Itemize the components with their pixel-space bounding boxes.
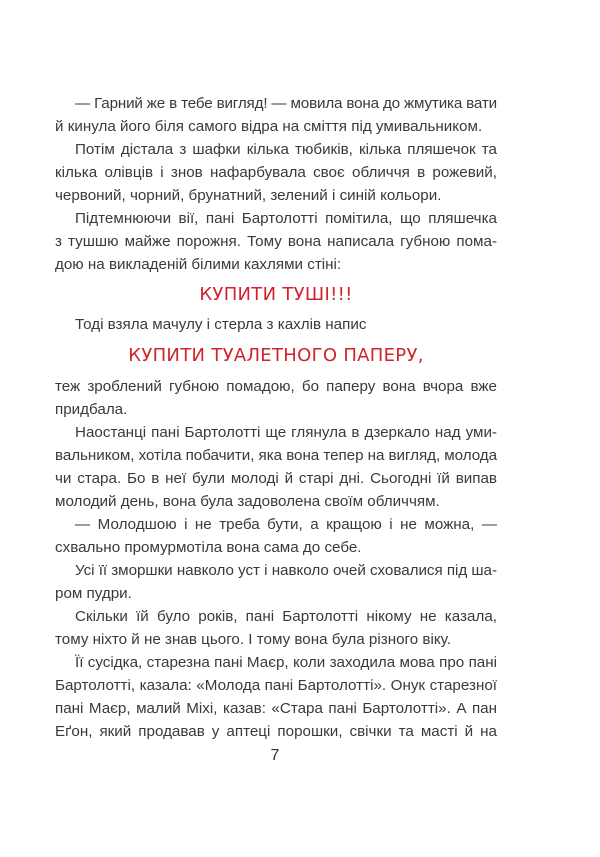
text-line: Її сусідка, старезна пані Маєр, коли заходила мова про пані bbox=[75, 654, 497, 671]
book-page-text bbox=[55, 92, 497, 743]
text-line: — Гарний же в тебе вигляд! — мовила вона до жмутика вати bbox=[75, 95, 497, 112]
text-line: пані Маєр, малий Міхі, казав: «Стара пані Бартолотті». А пан bbox=[55, 700, 497, 717]
red-inscription-buy-mascara: КУПИТИ ТУШІ!!! bbox=[199, 284, 353, 305]
text-line: вальником, хотіла побачити, яка вона тепер на вигляд, молода bbox=[55, 447, 497, 464]
text-line: з тушшю майже порожня. Тому вона написала губною пома- bbox=[55, 233, 497, 250]
text-line: й кинула його біля самого відра на сміття під умивальником. bbox=[55, 118, 483, 135]
text-line: схвально промурмотіла вона сама до себе. bbox=[55, 539, 362, 556]
text-line: кілька олівців і знов нафарбувала своє обличчя в рожевий, bbox=[55, 164, 497, 181]
red-inscription-buy-toilet-paper: КУПИТИ ТУАЛЕТНОГО ПАПЕРУ, bbox=[128, 345, 424, 366]
text-line: тому ніхто й не знав цього. І тому вона була різного віку. bbox=[55, 631, 451, 648]
text-line: ром пудри. bbox=[55, 585, 132, 602]
text-line: дою на викладеній білими кахлями стіні: bbox=[55, 256, 342, 273]
text-line: Потім дістала з шафки кілька тюбиків, кілька пляшечок та bbox=[75, 141, 497, 158]
text-line: Бартолотті, казала: «Молода пані Бартолотті». Онук старезної bbox=[55, 677, 497, 694]
page-number: 7 bbox=[270, 747, 280, 764]
text-line: Тоді взяла мачулу і стерла з кахлів напис bbox=[75, 316, 367, 333]
text-line: теж зроблений губною помадою, бо паперу вона вчора вже bbox=[55, 378, 497, 395]
text-line: червоний, чорний, брунатний, зелений і синій кольори. bbox=[55, 187, 442, 204]
text-line: Наостанці пані Бартолотті ще глянула в дзеркало над уми- bbox=[75, 424, 497, 441]
text-line: Еґон, який продавав у аптеці порошки, свічки та масті й на bbox=[55, 723, 497, 740]
text-line: Підтемнюючи вії, пані Бартолотті помітила, що пляшечка bbox=[75, 210, 497, 227]
text-line: придбала. bbox=[55, 401, 128, 418]
text-line: молодий день, вона була задоволена своїм обличчям. bbox=[55, 493, 440, 510]
text-line: Усі її зморшки навколо уст і навколо очей сховалися під ша- bbox=[75, 562, 497, 579]
text-line: — Молодшою і не треба бути, а кращою і не можна, — bbox=[75, 516, 497, 533]
text-line: Скільки їй було років, пані Бартолотті нікому не казала, bbox=[75, 608, 497, 625]
text-line: чи стара. Бо в неї були молоді й старі дні. Сьогодні їй випав bbox=[55, 470, 497, 487]
